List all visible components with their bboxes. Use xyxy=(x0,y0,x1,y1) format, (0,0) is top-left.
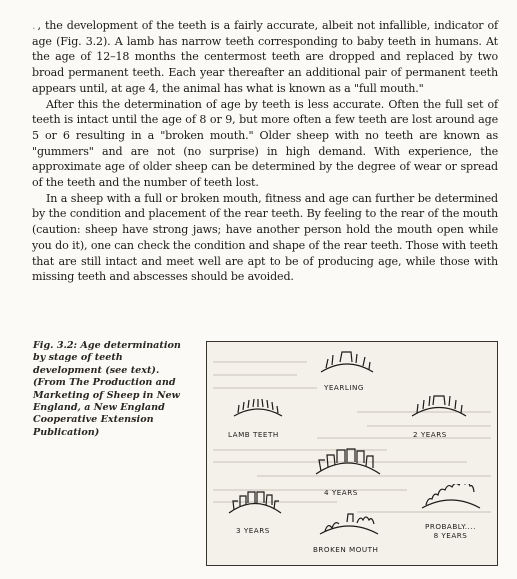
label-broken-mouth: BROKEN MOUTH xyxy=(313,545,379,554)
label-yearling: YEARLING xyxy=(324,383,364,392)
body-text xyxy=(32,18,498,285)
broken-mouth-teeth-icon xyxy=(317,510,381,544)
two-year-teeth-icon xyxy=(409,394,469,424)
label-2-years: 2 YEARS xyxy=(413,430,447,439)
paragraph-1 xyxy=(32,18,498,97)
eight-year-teeth-icon xyxy=(419,484,483,518)
leadin-fragment: . xyxy=(32,19,38,32)
lamb-teeth-icon xyxy=(231,398,285,424)
label-lamb-teeth: LAMB TEETH xyxy=(228,430,279,439)
label-probably-8-years: PROBABLY.... 8 YEARS xyxy=(425,522,476,540)
paragraph-2: After this the determination of age by teeth is less accurate. Often the full set of teeth is intact until the age of 8 or 9, but more often a few teeth are lost around age 5 or 6 resulting in a "broken mouth." Older sheep with no teeth are known as "gummers" and are not (no surprise) in high demand. With experience, the approximate age of older sheep can be determined by the degree of wear or spread of the teeth and the number of teeth lost. xyxy=(32,97,498,190)
paragraph-3: In a sheep with a full or broken mouth, fitness and age can further be determined by the condition and placement of the rear teeth. By feeling to the rear of the mouth (caution: sheep have strong jaws; have another person hold the mouth open while you do it), one can check the condition and shape of the rear teeth. Those with teeth that are still intact and meet well are apt to be of producing age, while those with missing teeth and abscesses should be avoided. xyxy=(32,191,498,284)
teeth-age-figure xyxy=(206,341,498,566)
label-4-years: 4 YEARS xyxy=(324,488,358,497)
four-year-teeth-icon xyxy=(313,446,383,484)
three-year-teeth-icon xyxy=(226,488,284,522)
paragraph-1-text: , the development of the teeth is a fairly accurate, albeit not infallible, indicator of age (Fig. 3.2). A lamb has narrow teeth corresponding to baby teeth in humans. At the age of 12–18 months the centermost teeth are dropped and replaced by two broad permanent teeth. Each year thereafter an additional pair of permanent teeth appears until, at age 4, the animal has what is known as a "full mouth." xyxy=(32,19,498,95)
label-3-years: 3 YEARS xyxy=(236,526,270,535)
figure-caption: Fig. 3.2: Age determination by stage of teeth development (see text). (From The Production and Marketing of Sheep in New England, a New England Cooperative Extension Publication) xyxy=(33,340,181,438)
yearling-teeth-icon xyxy=(318,350,376,380)
